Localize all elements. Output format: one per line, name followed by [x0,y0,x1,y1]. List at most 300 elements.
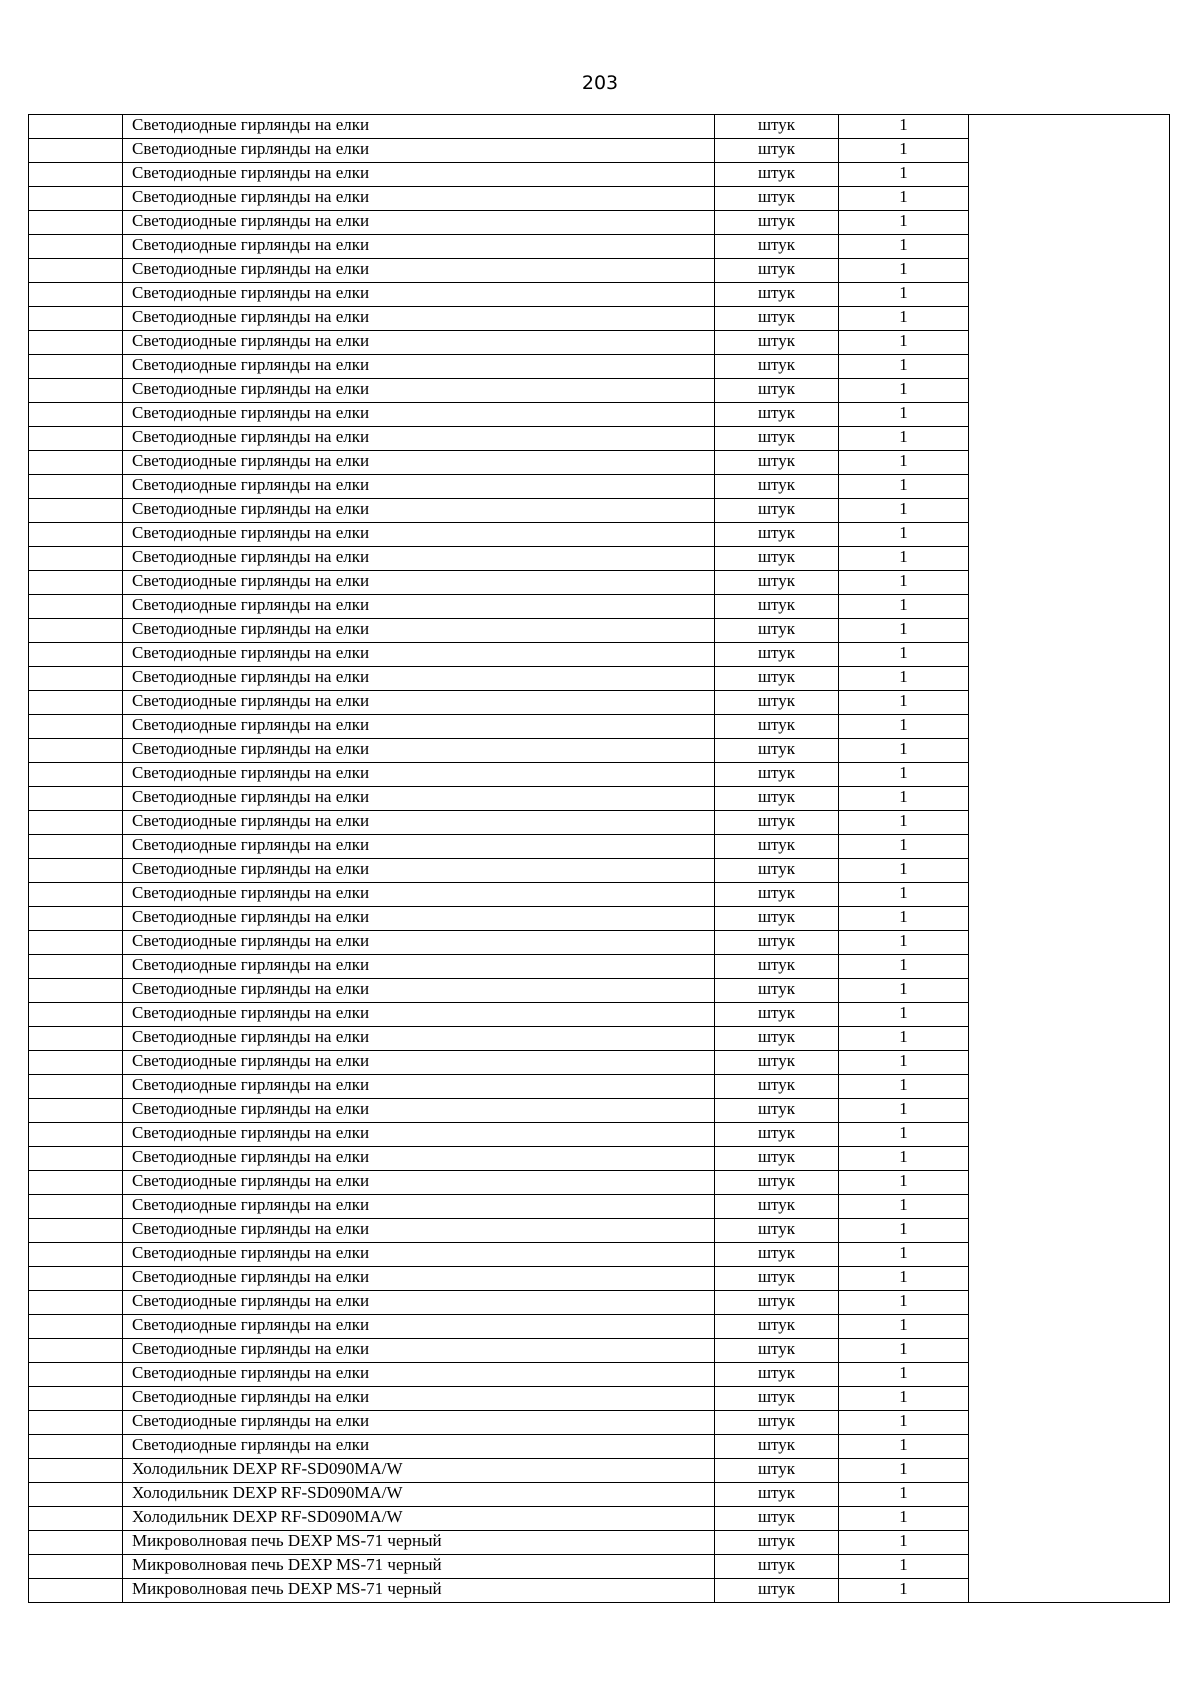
item-name-cell: Светодиодные гирлянды на елки [123,163,715,187]
item-name-cell: Светодиодные гирлянды на елки [123,307,715,331]
note-cell [969,835,1170,859]
index-cell [29,715,123,739]
table-row [29,931,1170,955]
index-cell [29,523,123,547]
table-row [29,1003,1170,1027]
table-row [29,619,1170,643]
index-cell [29,835,123,859]
table-row [29,763,1170,787]
unit-cell: штук [715,1387,839,1411]
quantity-cell: 1 [839,955,969,979]
note-cell [969,931,1170,955]
table-row [29,259,1170,283]
item-name-cell: Светодиодные гирлянды на елки [123,379,715,403]
note-cell [969,1027,1170,1051]
quantity-cell: 1 [839,1531,969,1555]
index-cell [29,1387,123,1411]
index-cell [29,907,123,931]
unit-cell: штук [715,643,839,667]
note-cell [969,1171,1170,1195]
item-name-cell: Светодиодные гирлянды на елки [123,139,715,163]
quantity-cell: 1 [839,1459,969,1483]
item-name-cell: Светодиодные гирлянды на елки [123,1123,715,1147]
note-cell [969,355,1170,379]
index-cell [29,499,123,523]
quantity-cell: 1 [839,1411,969,1435]
index-cell [29,595,123,619]
index-cell [29,571,123,595]
quantity-cell: 1 [839,1195,969,1219]
index-cell [29,1435,123,1459]
index-cell [29,1171,123,1195]
note-cell [969,955,1170,979]
note-cell [969,1483,1170,1507]
quantity-cell: 1 [839,331,969,355]
note-cell [969,1507,1170,1531]
item-name-cell: Светодиодные гирлянды на елки [123,475,715,499]
table-row [29,1555,1170,1579]
quantity-cell: 1 [839,763,969,787]
table-row [29,523,1170,547]
quantity-cell: 1 [839,835,969,859]
unit-cell: штук [715,667,839,691]
unit-cell: штук [715,931,839,955]
quantity-cell: 1 [839,667,969,691]
unit-cell: штук [715,763,839,787]
unit-cell: штук [715,283,839,307]
item-name-cell: Светодиодные гирлянды на елки [123,331,715,355]
note-cell [969,691,1170,715]
index-cell [29,427,123,451]
table-row [29,883,1170,907]
index-cell [29,667,123,691]
note-cell [969,907,1170,931]
quantity-cell: 1 [839,571,969,595]
table-row [29,115,1170,139]
table-row [29,1507,1170,1531]
table-row [29,235,1170,259]
index-cell [29,379,123,403]
note-cell [969,1099,1170,1123]
item-name-cell: Светодиодные гирлянды на елки [123,1075,715,1099]
unit-cell: штук [715,139,839,163]
unit-cell: штук [715,163,839,187]
quantity-cell: 1 [839,859,969,883]
table-row [29,1387,1170,1411]
index-cell [29,1195,123,1219]
item-name-cell: Светодиодные гирлянды на елки [123,235,715,259]
unit-cell: штук [715,235,839,259]
table-row [29,1291,1170,1315]
index-cell [29,1555,123,1579]
note-cell [969,403,1170,427]
item-name-cell: Светодиодные гирлянды на елки [123,1411,715,1435]
note-cell [969,115,1170,139]
item-name-cell: Светодиодные гирлянды на елки [123,931,715,955]
unit-cell: штук [715,211,839,235]
unit-cell: штук [715,1051,839,1075]
quantity-cell: 1 [839,211,969,235]
unit-cell: штук [715,571,839,595]
item-name-cell: Светодиодные гирлянды на елки [123,619,715,643]
table-row [29,475,1170,499]
quantity-cell: 1 [839,523,969,547]
quantity-cell: 1 [839,1339,969,1363]
unit-cell: штук [715,1219,839,1243]
index-cell [29,259,123,283]
unit-cell: штук [715,1195,839,1219]
item-name-cell: Светодиодные гирлянды на елки [123,1267,715,1291]
index-cell [29,283,123,307]
unit-cell: штук [715,187,839,211]
unit-cell: штук [715,1411,839,1435]
table-row [29,715,1170,739]
item-name-cell: Светодиодные гирлянды на елки [123,355,715,379]
index-cell [29,811,123,835]
table-row [29,1123,1170,1147]
note-cell [969,1195,1170,1219]
index-cell [29,1051,123,1075]
table-row [29,907,1170,931]
quantity-cell: 1 [839,1483,969,1507]
index-cell [29,883,123,907]
index-cell [29,1291,123,1315]
index-cell [29,475,123,499]
table-row [29,1147,1170,1171]
item-name-cell: Светодиодные гирлянды на елки [123,187,715,211]
table-row [29,1171,1170,1195]
index-cell [29,1483,123,1507]
table-row [29,427,1170,451]
note-cell [969,619,1170,643]
note-cell [969,1555,1170,1579]
note-cell [969,1051,1170,1075]
inventory-table-body [29,115,1170,1603]
index-cell [29,163,123,187]
index-cell [29,787,123,811]
index-cell [29,979,123,1003]
quantity-cell: 1 [839,1027,969,1051]
note-cell [969,1267,1170,1291]
unit-cell: штук [715,835,839,859]
index-cell [29,1339,123,1363]
item-name-cell: Светодиодные гирлянды на елки [123,571,715,595]
unit-cell: штук [715,499,839,523]
note-cell [969,475,1170,499]
unit-cell: штук [715,427,839,451]
item-name-cell: Светодиодные гирлянды на елки [123,451,715,475]
quantity-cell: 1 [839,715,969,739]
table-row [29,307,1170,331]
item-name-cell: Светодиодные гирлянды на елки [123,667,715,691]
index-cell [29,307,123,331]
note-cell [969,1363,1170,1387]
unit-cell: штук [715,451,839,475]
quantity-cell: 1 [839,307,969,331]
unit-cell: штук [715,1315,839,1339]
table-row [29,187,1170,211]
table-row [29,739,1170,763]
note-cell [969,667,1170,691]
index-cell [29,331,123,355]
index-cell [29,187,123,211]
item-name-cell: Светодиодные гирлянды на елки [123,403,715,427]
unit-cell: штук [715,307,839,331]
index-cell [29,1267,123,1291]
quantity-cell: 1 [839,1171,969,1195]
item-name-cell: Светодиодные гирлянды на елки [123,211,715,235]
item-name-cell: Микроволновая печь DEXP MS-71 черный [123,1531,715,1555]
quantity-cell: 1 [839,739,969,763]
note-cell [969,883,1170,907]
note-cell [969,259,1170,283]
quantity-cell: 1 [839,283,969,307]
quantity-cell: 1 [839,187,969,211]
item-name-cell: Светодиодные гирлянды на елки [123,259,715,283]
table-row [29,379,1170,403]
item-name-cell: Светодиодные гирлянды на елки [123,499,715,523]
quantity-cell: 1 [839,1435,969,1459]
table-row [29,139,1170,163]
item-name-cell: Светодиодные гирлянды на елки [123,907,715,931]
index-cell [29,403,123,427]
index-cell [29,1027,123,1051]
note-cell [969,1411,1170,1435]
unit-cell: штук [715,1483,839,1507]
item-name-cell: Светодиодные гирлянды на елки [123,1147,715,1171]
item-name-cell: Светодиодные гирлянды на елки [123,979,715,1003]
quantity-cell: 1 [839,1003,969,1027]
index-cell [29,955,123,979]
table-row [29,595,1170,619]
note-cell [969,451,1170,475]
table-row [29,1339,1170,1363]
item-name-cell: Светодиодные гирлянды на елки [123,1027,715,1051]
table-row [29,643,1170,667]
note-cell [969,715,1170,739]
note-cell [969,235,1170,259]
note-cell [969,187,1170,211]
unit-cell: штук [715,1531,839,1555]
item-name-cell: Светодиодные гирлянды на елки [123,883,715,907]
index-cell [29,547,123,571]
unit-cell: штук [715,955,839,979]
quantity-cell: 1 [839,499,969,523]
index-cell [29,643,123,667]
quantity-cell: 1 [839,1051,969,1075]
note-cell [969,643,1170,667]
unit-cell: штук [715,691,839,715]
table-row [29,811,1170,835]
index-cell [29,1003,123,1027]
note-cell [969,1003,1170,1027]
quantity-cell: 1 [839,1555,969,1579]
item-name-cell: Светодиодные гирлянды на елки [123,1387,715,1411]
unit-cell: штук [715,1363,839,1387]
note-cell [969,1123,1170,1147]
unit-cell: штук [715,1435,839,1459]
index-cell [29,451,123,475]
item-name-cell: Светодиодные гирлянды на елки [123,1363,715,1387]
index-cell [29,1147,123,1171]
quantity-cell: 1 [839,931,969,955]
table-row [29,211,1170,235]
note-cell [969,1243,1170,1267]
table-row [29,1315,1170,1339]
index-cell [29,235,123,259]
table-row [29,1531,1170,1555]
quantity-cell: 1 [839,1075,969,1099]
unit-cell: штук [715,1171,839,1195]
item-name-cell: Холодильник DEXP RF-SD090MA/W [123,1483,715,1507]
note-cell [969,499,1170,523]
item-name-cell: Светодиодные гирлянды на елки [123,1099,715,1123]
index-cell [29,1075,123,1099]
quantity-cell: 1 [839,1579,969,1603]
note-cell [969,739,1170,763]
note-cell [969,427,1170,451]
note-cell [969,211,1170,235]
quantity-cell: 1 [839,883,969,907]
item-name-cell: Светодиодные гирлянды на елки [123,811,715,835]
quantity-cell: 1 [839,1147,969,1171]
table-row [29,1027,1170,1051]
index-cell [29,619,123,643]
note-cell [969,763,1170,787]
note-cell [969,811,1170,835]
quantity-cell: 1 [839,1243,969,1267]
unit-cell: штук [715,787,839,811]
index-cell [29,1459,123,1483]
item-name-cell: Светодиодные гирлянды на елки [123,739,715,763]
unit-cell: штук [715,739,839,763]
item-name-cell: Светодиодные гирлянды на елки [123,427,715,451]
item-name-cell: Светодиодные гирлянды на елки [123,1315,715,1339]
unit-cell: штук [715,619,839,643]
table-row [29,331,1170,355]
note-cell [969,379,1170,403]
unit-cell: штук [715,715,839,739]
quantity-cell: 1 [839,163,969,187]
quantity-cell: 1 [839,451,969,475]
note-cell [969,1339,1170,1363]
note-cell [969,331,1170,355]
quantity-cell: 1 [839,619,969,643]
table-row [29,859,1170,883]
table-row [29,1219,1170,1243]
unit-cell: штук [715,1555,839,1579]
item-name-cell: Светодиодные гирлянды на елки [123,859,715,883]
unit-cell: штук [715,859,839,883]
quantity-cell: 1 [839,475,969,499]
item-name-cell: Светодиодные гирлянды на елки [123,1051,715,1075]
quantity-cell: 1 [839,1099,969,1123]
item-name-cell: Светодиодные гирлянды на елки [123,1339,715,1363]
quantity-cell: 1 [839,1507,969,1531]
table-row [29,1411,1170,1435]
page-number: 203 [581,72,619,94]
table-row [29,1459,1170,1483]
table-row [29,787,1170,811]
table-row [29,1483,1170,1507]
item-name-cell: Микроволновая печь DEXP MS-71 черный [123,1579,715,1603]
quantity-cell: 1 [839,403,969,427]
quantity-cell: 1 [839,1387,969,1411]
note-cell [969,283,1170,307]
unit-cell: штук [715,1243,839,1267]
item-name-cell: Холодильник DEXP RF-SD090MA/W [123,1507,715,1531]
quantity-cell: 1 [839,379,969,403]
note-cell [969,1315,1170,1339]
item-name-cell: Светодиодные гирлянды на елки [123,1171,715,1195]
table-row [29,1267,1170,1291]
item-name-cell: Микроволновая печь DEXP MS-71 черный [123,1555,715,1579]
note-cell [969,1147,1170,1171]
quantity-cell: 1 [839,547,969,571]
table-row [29,1195,1170,1219]
quantity-cell: 1 [839,355,969,379]
item-name-cell: Светодиодные гирлянды на елки [123,1195,715,1219]
unit-cell: штук [715,355,839,379]
quantity-cell: 1 [839,1267,969,1291]
note-cell [969,1075,1170,1099]
inventory-table [28,114,1170,1603]
quantity-cell: 1 [839,643,969,667]
index-cell [29,115,123,139]
note-cell [969,1435,1170,1459]
quantity-cell: 1 [839,691,969,715]
note-cell [969,163,1170,187]
index-cell [29,1579,123,1603]
index-cell [29,1243,123,1267]
unit-cell: штук [715,811,839,835]
table-row [29,835,1170,859]
index-cell [29,859,123,883]
index-cell [29,1123,123,1147]
quantity-cell: 1 [839,1219,969,1243]
item-name-cell: Светодиодные гирлянды на елки [123,763,715,787]
unit-cell: штук [715,403,839,427]
quantity-cell: 1 [839,427,969,451]
index-cell [29,1099,123,1123]
index-cell [29,1531,123,1555]
table-row [29,1051,1170,1075]
unit-cell: штук [715,1507,839,1531]
note-cell [969,787,1170,811]
table-row [29,499,1170,523]
note-cell [969,1459,1170,1483]
quantity-cell: 1 [839,1123,969,1147]
unit-cell: штук [715,1459,839,1483]
table-row [29,451,1170,475]
table-row [29,283,1170,307]
item-name-cell: Светодиодные гирлянды на елки [123,955,715,979]
item-name-cell: Светодиодные гирлянды на елки [123,595,715,619]
unit-cell: штук [715,1339,839,1363]
table-row [29,1579,1170,1603]
unit-cell: штук [715,115,839,139]
note-cell [969,547,1170,571]
quantity-cell: 1 [839,235,969,259]
item-name-cell: Светодиодные гирлянды на елки [123,523,715,547]
note-cell [969,1219,1170,1243]
quantity-cell: 1 [839,1291,969,1315]
note-cell [969,523,1170,547]
item-name-cell: Светодиодные гирлянды на елки [123,715,715,739]
table-row [29,355,1170,379]
item-name-cell: Светодиодные гирлянды на елки [123,1291,715,1315]
index-cell [29,211,123,235]
